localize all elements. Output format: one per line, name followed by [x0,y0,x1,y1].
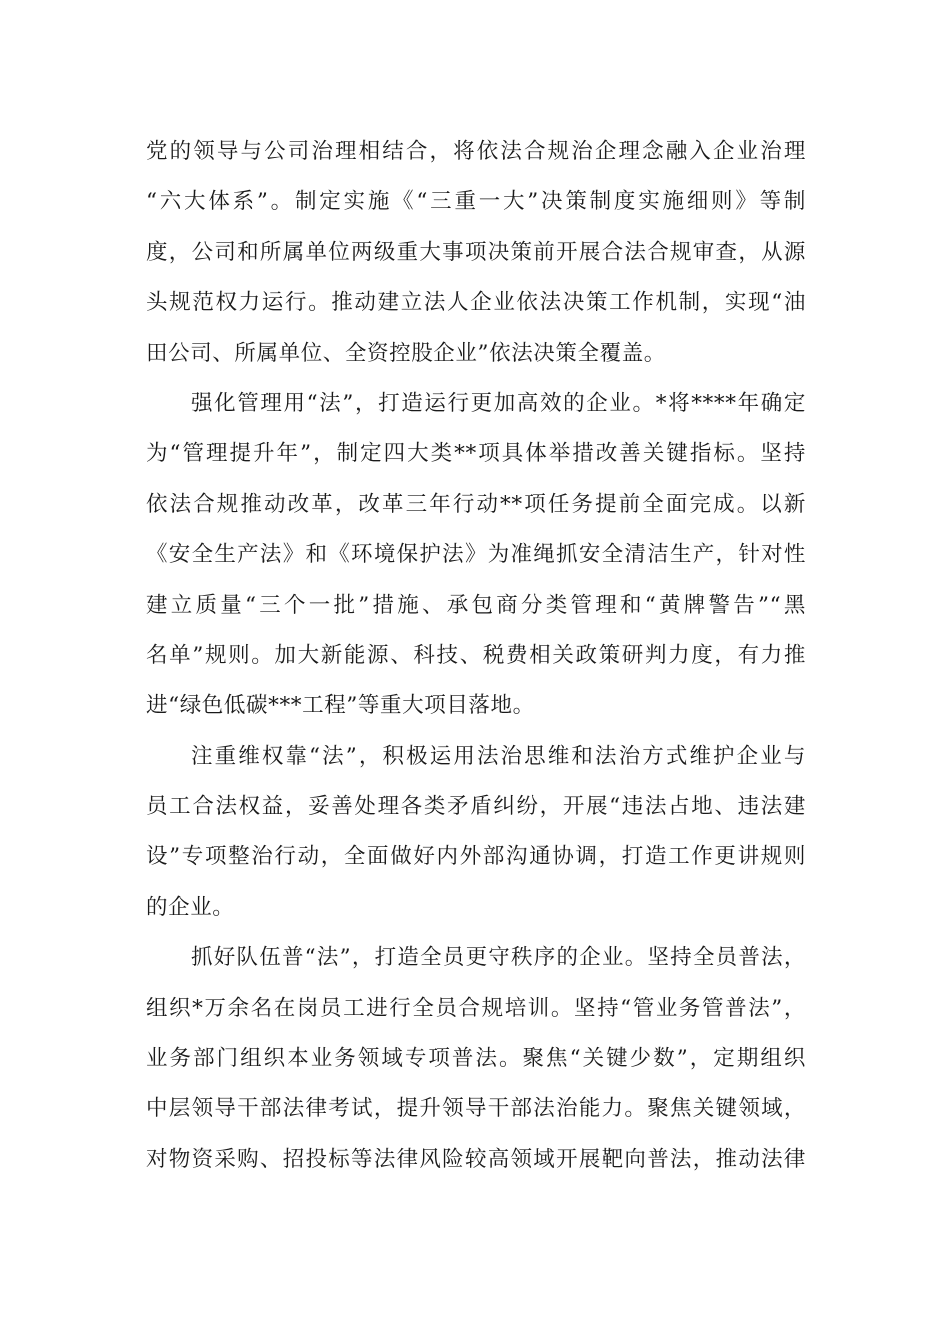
text-line: 中层领导干部法律考试，提升领导干部法治能力。聚焦关键领域， [146,1096,806,1122]
paragraph-start-line: 强化管理用“法”，打造运行更加高效的企业。*将****年确定 [191,390,806,416]
paragraph-start-line: 注重维权靠“法”，积极运用法治思维和法治方式维护企业与 [191,743,806,769]
text-line: 依法合规推动改革，改革三年行动**项任务提前全面完成。以新 [146,491,806,517]
paragraph-start-line: 抓好队伍普“法”，打造全员更守秩序的企业。坚持全员普法， [191,945,806,971]
text-line: 设”专项整治行动，全面做好内外部沟通协调，打造工作更讲规则 [146,844,806,870]
text-line: 建立质量“三个一批”措施、承包商分类管理和“黄牌警告”“黑 [146,592,806,618]
text-line: 员工合法权益，妥善处理各类矛盾纠纷，开展“违法占地、违法建 [146,794,806,820]
text-line: 头规范权力运行。推动建立法人企业依法决策工作机制，实现“油 [146,290,806,316]
text-line: 党的领导与公司治理相结合，将依法合规治企理念融入企业治理 [146,139,806,164]
text-line: 为“管理提升年”，制定四大类**项具体举措改善关键指标。坚持 [146,441,806,467]
text-line: 对物资采购、招投标等法律风险较高领域开展靶向普法，推动法律 [146,1146,806,1172]
text-line: 的企业。 [146,894,235,920]
text-line: 《安全生产法》和《环境保护法》为准绳抓安全清洁生产，针对性 [146,542,806,568]
text-line: 进“绿色低碳***工程”等重大项目落地。 [146,693,535,719]
text-line: 田公司、所属单位、全资控股企业”依法决策全覆盖。 [146,340,666,366]
document-body [146,133,806,1191]
text-line: 组织*万余名在岗员工进行全员合规培训。坚持“管业务管普法”， [146,995,806,1021]
text-line: 业务部门组织本业务领域专项普法。聚焦“关键少数”，定期组织 [146,1046,806,1072]
text-line: 名单”规则。加大新能源、科技、税费相关政策研判力度，有力推 [146,642,806,668]
text-line: 度，公司和所属单位两级重大事项决策前开展合法合规审查，从源 [146,239,806,265]
text-line: “六大体系”。制定实施《“三重一大”决策制度实施细则》等制 [146,189,806,215]
